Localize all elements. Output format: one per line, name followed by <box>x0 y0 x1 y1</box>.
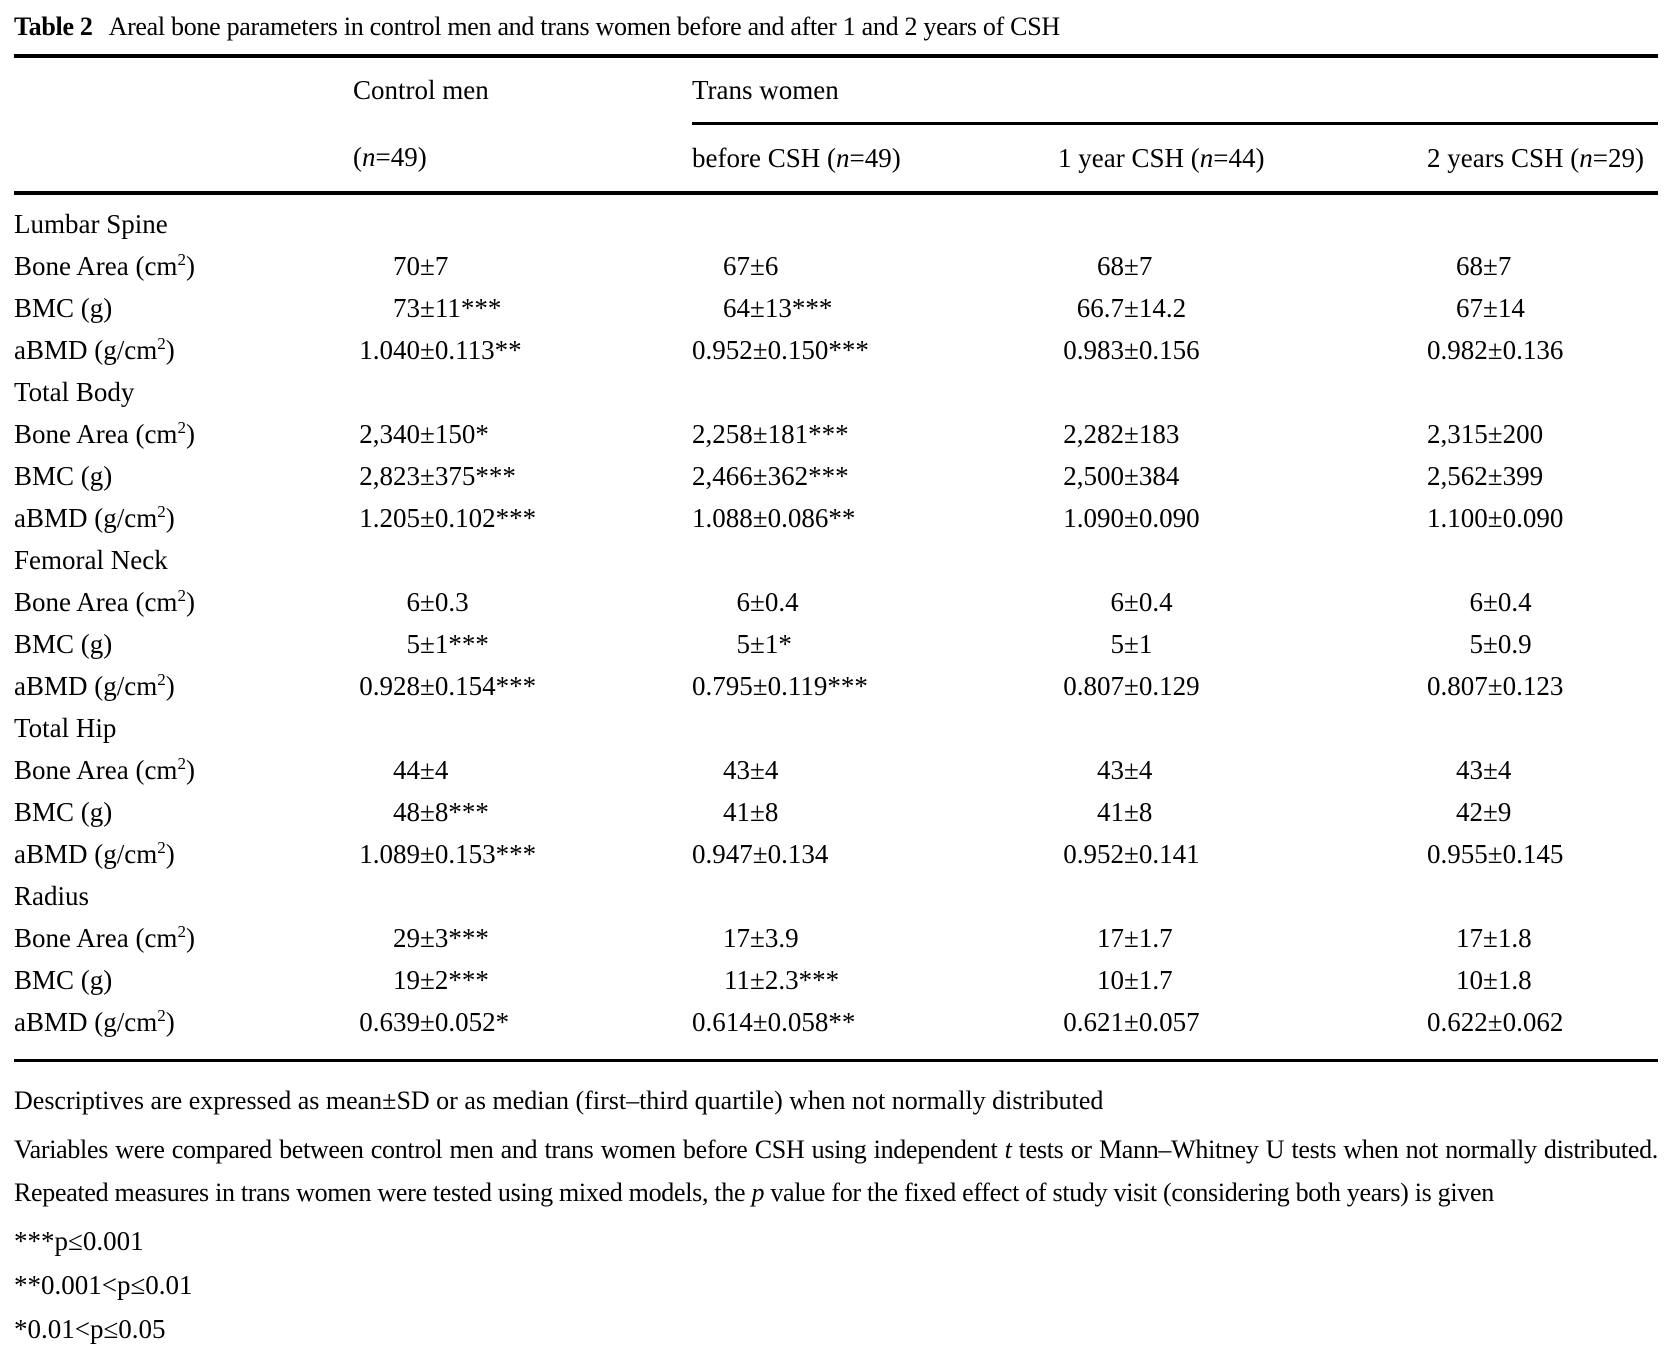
value-cell: 5 ± 0.9 <box>1469 629 1532 659</box>
value-cell: 43 ± 4 <box>1456 755 1512 785</box>
value-cell: 2,562 ± 399 <box>1427 461 1544 491</box>
footnote-sig-2-stars: **0.001<p≤0.01 <box>14 1270 193 1300</box>
value-cell: 0.952 ± 0.150*** <box>692 335 869 365</box>
table-row <box>14 287 1658 329</box>
row-label: Bone Area $(cm^2)$ <box>14 586 195 617</box>
value-cell: 6 ± 0.4 <box>1469 587 1532 617</box>
table-row <box>14 1001 1658 1061</box>
table-row <box>14 329 1658 371</box>
col-header-trans-women: Trans women <box>692 56 1658 124</box>
value-cell: 2,258 ± 181*** <box>692 419 849 449</box>
value-cell: 0.955 ± 0.145 <box>1427 839 1564 869</box>
value-cell: 43 ± 4 <box>723 755 779 785</box>
value-cell: 19 ± 2*** <box>393 965 489 995</box>
value-cell: 5 ± 1*** <box>406 629 489 659</box>
empty-header-cell <box>14 56 353 124</box>
value-cell: 68 ± 7 <box>1456 251 1512 281</box>
col-subheader-1-year-csh: 1 year CSH (n=44) <box>1058 124 1427 194</box>
section-label: Radius <box>14 881 90 911</box>
row-label: BMC (g) <box>14 797 113 827</box>
empty-header-cell <box>14 124 353 194</box>
value-cell: 64 ± 13*** <box>723 293 833 323</box>
value-cell: 1.090 ± 0.090 <box>1063 503 1200 533</box>
table-row <box>14 245 1658 287</box>
value-cell: 1.100 ± 0.090 <box>1427 503 1564 533</box>
table-row <box>14 455 1658 497</box>
table-row <box>14 917 1658 959</box>
table-row <box>14 833 1658 875</box>
table-row <box>14 413 1658 455</box>
row-label: BMC (g) <box>14 461 113 491</box>
value-cell: 67 ± 14 <box>1456 293 1525 323</box>
table-title: Areal bone parameters in control men and trans women before and after 1 and 2 years of CSH <box>108 12 1060 41</box>
value-cell: 67 ± 6 <box>723 251 779 281</box>
row-label: aBMD $(g/cm^2)$ <box>14 1006 175 1037</box>
footnote-sig-3-stars: ***p≤0.001 <box>14 1226 144 1256</box>
value-cell: 2,466 ± 362*** <box>692 461 849 491</box>
table-row <box>14 791 1658 833</box>
value-cell: 42 ± 9 <box>1456 797 1512 827</box>
value-cell: 41 ± 8 <box>1097 797 1153 827</box>
value-cell: 17 ± 3.9 <box>723 923 799 953</box>
table-number: Table 2 <box>14 12 93 41</box>
value-cell: 0.807 ± 0.129 <box>1063 671 1200 701</box>
row-label: aBMD $(g/cm^2)$ <box>14 502 175 533</box>
value-cell: 0.983 ± 0.156 <box>1063 335 1200 365</box>
value-cell: 2,823 ± 375*** <box>359 461 516 491</box>
value-cell: 6 ± 0.3 <box>406 587 469 617</box>
row-label: Bone Area $(cm^2)$ <box>14 922 195 953</box>
value-cell: 48 ± 8*** <box>393 797 489 827</box>
row-label: aBMD $(g/cm^2)$ <box>14 334 175 365</box>
value-cell: 1.089 ± 0.153*** <box>359 839 537 869</box>
value-cell: 0.952 ± 0.141 <box>1063 839 1200 869</box>
value-cell: 6 ± 0.4 <box>1110 587 1173 617</box>
section-label: Total Hip <box>14 713 117 743</box>
value-cell: 0.795 ± 0.119*** <box>692 671 868 701</box>
section-row-lumbar-spine <box>14 193 1658 245</box>
table-row <box>14 959 1658 1001</box>
table-row <box>14 497 1658 539</box>
row-label: Bone Area $(cm^2)$ <box>14 418 195 449</box>
row-label: Bone Area $(cm^2)$ <box>14 250 195 281</box>
value-cell: 0.947 ± 0.134 <box>692 839 829 869</box>
value-cell: 0.614 ± 0.058** <box>692 1007 856 1037</box>
value-cell: 43 ± 4 <box>1097 755 1153 785</box>
value-cell: 6 ± 0.4 <box>736 587 799 617</box>
header-group-row <box>14 56 1658 124</box>
section-row-radius <box>14 875 1658 917</box>
header-sub-row <box>14 124 1658 194</box>
footnote-methods: Variables were compared between control men and trans women before CSH using independent t tests or Mann–Whitney U tests when not normally distributed. Repeated measures in trans women were tested using mixed models, the p value for the fixed effect of study visit (considering both years) is given <box>14 1135 1658 1207</box>
value-cell: 0.807 ± 0.123 <box>1427 671 1564 701</box>
value-cell: 2,315 ± 200 <box>1427 419 1544 449</box>
value-cell: 70 ± 7 <box>393 251 449 281</box>
row-label: aBMD $(g/cm^2)$ <box>14 670 175 701</box>
row-label: aBMD $(g/cm^2)$ <box>14 838 175 869</box>
value-cell: 68 ± 7 <box>1097 251 1153 281</box>
value-cell: 1.205 ± 0.102*** <box>359 503 537 533</box>
footnote-sig-1-star: *0.01<p≤0.05 <box>14 1314 166 1344</box>
table-row <box>14 749 1658 791</box>
row-label: BMC (g) <box>14 965 113 995</box>
col-subheader-control-n: (n=49) <box>353 124 692 194</box>
col-subheader-2-years-csh: 2 years CSH (n=29) <box>1427 124 1658 194</box>
table-row <box>14 623 1658 665</box>
value-cell: 73 ± 11*** <box>393 293 502 323</box>
table-caption <box>14 6 1658 54</box>
value-cell: 44 ± 4 <box>393 755 449 785</box>
value-cell: 5 ± 1 <box>1110 629 1153 659</box>
table-body <box>14 193 1658 1061</box>
section-label: Lumbar Spine <box>14 209 168 239</box>
value-cell: 2,340 ± 150* <box>359 419 489 449</box>
value-cell: 0.639 ± 0.052* <box>359 1007 510 1037</box>
value-cell: 17 ± 1.7 <box>1097 923 1173 953</box>
section-label: Femoral Neck <box>14 545 168 575</box>
col-header-control-men: Control men <box>353 75 489 106</box>
row-label: BMC (g) <box>14 629 113 659</box>
value-cell: 41 ± 8 <box>723 797 779 827</box>
value-cell: 0.982 ± 0.136 <box>1427 335 1564 365</box>
value-cell: 0.928 ± 0.154*** <box>359 671 537 701</box>
value-cell: 0.622 ± 0.062 <box>1427 1007 1564 1037</box>
row-label: BMC (g) <box>14 293 113 323</box>
row-label: Bone Area $(cm^2)$ <box>14 754 195 785</box>
table-row <box>14 581 1658 623</box>
value-cell: 2,282 ± 183 <box>1063 419 1180 449</box>
value-cell: 1.040 ± 0.113** <box>359 335 522 365</box>
value-cell: 1.088 ± 0.086** <box>692 503 856 533</box>
value-cell: 5 ± 1* <box>736 629 792 659</box>
value-cell: 10 ± 1.8 <box>1456 965 1532 995</box>
value-cell: 11 ± 2.3*** <box>724 965 840 995</box>
table-header <box>14 56 1658 193</box>
footnote-descriptives: Descriptives are expressed as mean±SD or as median (first–third quartile) when not normally distributed <box>14 1086 1104 1115</box>
table-row <box>14 665 1658 707</box>
value-cell: 66.7 ± 14.2 <box>1076 293 1187 323</box>
areal-bone-parameters-table <box>14 54 1658 1062</box>
value-cell: 17 ± 1.8 <box>1456 923 1532 953</box>
section-row-femoral-neck <box>14 539 1658 581</box>
value-cell: 29 ± 3*** <box>393 923 489 953</box>
value-cell: 10 ± 1.7 <box>1097 965 1173 995</box>
value-cell: 2,500 ± 384 <box>1063 461 1180 491</box>
section-label: Total Body <box>14 377 135 407</box>
section-row-total-hip <box>14 707 1658 749</box>
col-subheader-before-csh: before CSH (n=49) <box>692 124 1058 194</box>
section-row-total-body <box>14 371 1658 413</box>
value-cell: 0.621 ± 0.057 <box>1063 1007 1200 1037</box>
